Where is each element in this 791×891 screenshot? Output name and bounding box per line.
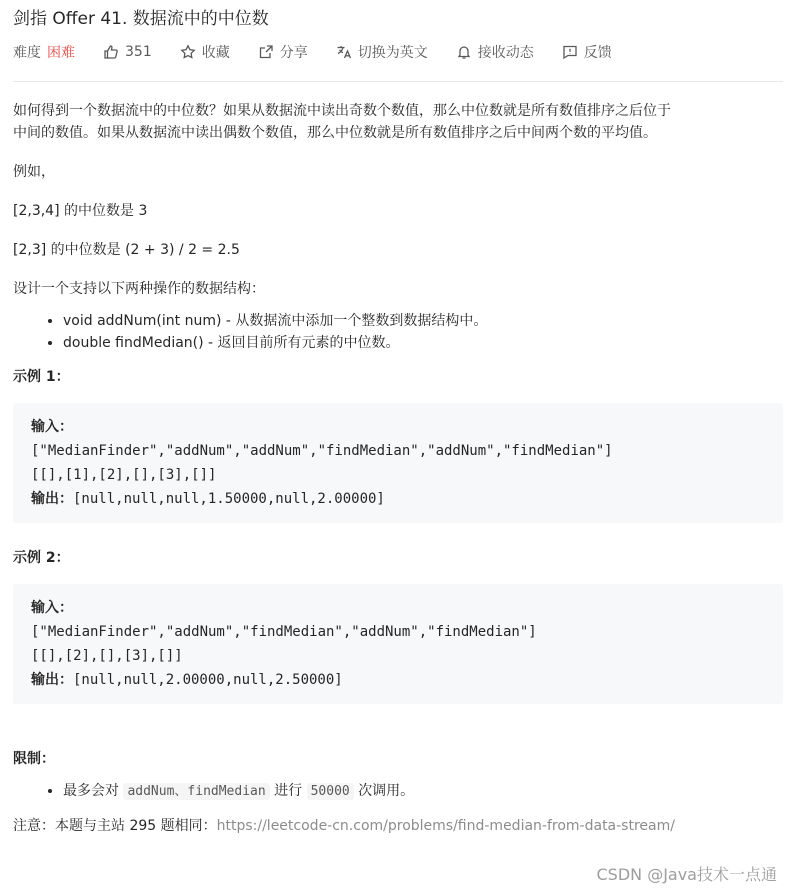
intro-line-2: 中间的数值。如果从数据流中读出偶数个数值，那么中位数就是所有数值排序之后中间两个数的平均值。 bbox=[13, 125, 657, 141]
share-label: 分享 bbox=[279, 45, 308, 61]
intro-line-1: 如何得到一个数据流中的中位数？如果从数据流中读出奇数个数值，那么中位数就是所有数值排序之后位于 bbox=[13, 103, 671, 119]
share-icon bbox=[258, 44, 274, 60]
operations-list bbox=[13, 310, 783, 354]
example-2-codeblock bbox=[13, 584, 783, 704]
like-count: 351 bbox=[125, 44, 152, 60]
example-2-input-line-2: [[],[2],[],[3],[]] bbox=[31, 648, 183, 664]
example-1-codeblock bbox=[13, 403, 783, 523]
limits-list bbox=[13, 780, 783, 803]
limits-title: 限制： bbox=[13, 751, 55, 767]
limits-prefix: 最多会对 bbox=[63, 783, 119, 799]
difficulty-label: 难度 bbox=[13, 45, 41, 61]
feedback-button[interactable] bbox=[562, 42, 612, 62]
share-button[interactable] bbox=[258, 42, 308, 62]
example-1-title: 示例 1： bbox=[13, 369, 70, 385]
problem-intro bbox=[13, 100, 783, 144]
note-label: 注意：本题与主站 295 题相同： bbox=[13, 818, 217, 834]
favorite-label: 收藏 bbox=[201, 45, 230, 61]
example-2-title: 示例 2： bbox=[13, 550, 70, 566]
feedback-label: 反馈 bbox=[583, 45, 612, 61]
example-b-text: [2,3] 的中位数是 (2 + 3) / 2 = 2.5 bbox=[13, 242, 240, 258]
for-example-text: 例如， bbox=[13, 164, 55, 180]
example-2-input-line-1: ["MedianFinder","addNum","findMedian","addNum","findMedian"] bbox=[31, 624, 537, 640]
favorite-button[interactable] bbox=[180, 42, 230, 62]
example-1-input-label: 输入： bbox=[31, 419, 73, 435]
translate-label: 切换为英文 bbox=[357, 45, 428, 61]
csdn-watermark: CSDN @Java技术一点通 bbox=[596, 865, 777, 884]
bell-icon bbox=[456, 44, 472, 60]
example-2-output-label: 输出： bbox=[31, 672, 73, 688]
design-text: 设计一个支持以下两种操作的数据结构： bbox=[13, 281, 265, 297]
example-a-text: [2,3,4] 的中位数是 3 bbox=[13, 203, 148, 219]
limits-code-count: 50000 bbox=[307, 783, 354, 800]
example-1-input-line-1: ["MedianFinder","addNum","addNum","findMedian","addNum","findMedian"] bbox=[31, 443, 613, 459]
problem-content bbox=[13, 100, 783, 837]
subscribe-button[interactable] bbox=[456, 42, 534, 62]
example-2-input-label: 输入： bbox=[31, 600, 73, 616]
list-item bbox=[63, 780, 783, 803]
problem-title: 剑指 Offer 41. 数据流中的中位数 bbox=[13, 9, 269, 29]
example-1-output bbox=[31, 487, 765, 511]
list-item: • void addNum(int num) - 从数据流中添加一个整数到数据结构中。 bbox=[63, 310, 783, 332]
example-2-output bbox=[31, 668, 765, 692]
list-item: • double findMedian() - 返回目前所有元素的中位数。 bbox=[63, 332, 783, 354]
limits-suffix: 次调用。 bbox=[358, 783, 415, 799]
example-2-output-value: [null,null,2.00000,null,2.50000] bbox=[73, 672, 343, 688]
note-link[interactable]: https://leetcode-cn.com/problems/find-median-from-data-stream/ bbox=[216, 818, 675, 834]
star-icon bbox=[180, 44, 196, 60]
example-1-output-value: [null,null,null,1.50000,null,2.00000] bbox=[73, 491, 385, 507]
like-button[interactable] bbox=[103, 44, 152, 60]
limits-middle: 进行 bbox=[274, 783, 303, 799]
feedback-icon bbox=[562, 44, 578, 60]
translate-button[interactable] bbox=[336, 42, 428, 62]
difficulty bbox=[13, 42, 75, 62]
thumbs-up-icon bbox=[103, 44, 119, 60]
example-1-output-label: 输出： bbox=[31, 491, 73, 507]
limits-code-methods: addNum、findMedian bbox=[123, 783, 269, 800]
translate-icon bbox=[336, 44, 352, 60]
example-1-input-line-2: [[],[1],[2],[],[3],[]] bbox=[31, 467, 217, 483]
difficulty-value: 困难 bbox=[47, 45, 75, 61]
problem-toolbar bbox=[13, 42, 783, 62]
subscribe-label: 接收动态 bbox=[477, 45, 534, 61]
header-divider bbox=[13, 81, 783, 82]
problem-container bbox=[13, 8, 783, 837]
note bbox=[13, 815, 783, 837]
